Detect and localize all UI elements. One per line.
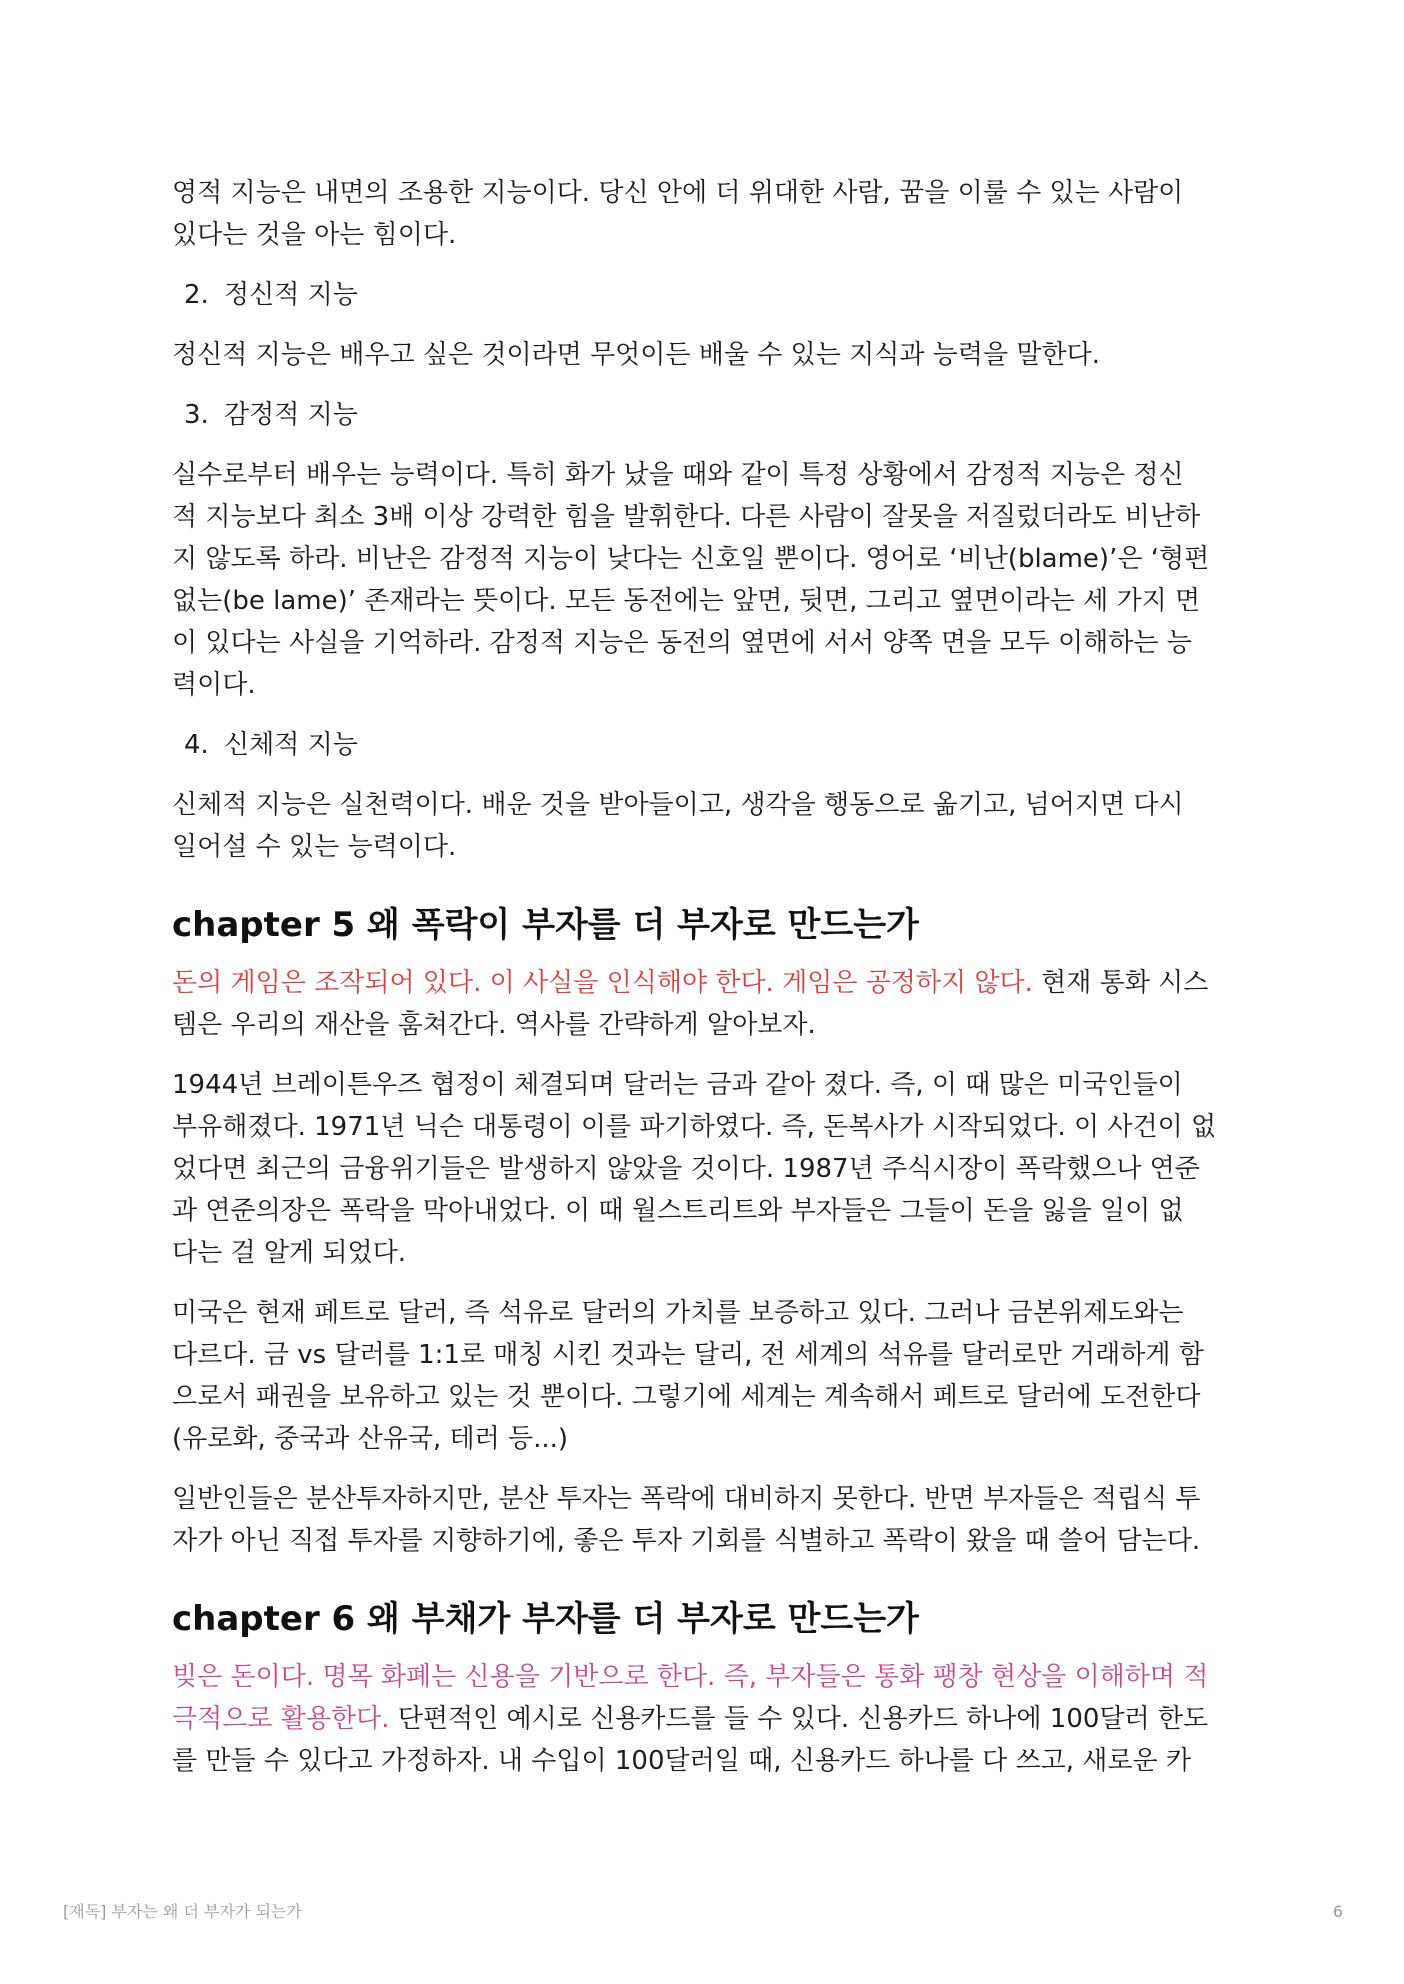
list-item-label: 정신적 지능: [224, 280, 358, 310]
text-line: [172, 1656, 1272, 1698]
text-line: 있다는 것을 아는 힘이다.: [172, 220, 457, 250]
text-span: 단편적인 예시로 신용카드를 들 수 있다. 신용카드 하나에 100달러 한도: [389, 1704, 1209, 1734]
highlighted-text-red: 돈의 게임은 조작되어 있다. 이 사실을 인식해야 한다. 게임은 공정하지 않다.: [172, 968, 1033, 998]
text-line: 실수로부터 배우는 능력이다. 특히 화가 났을 때와 같이 특정 상황에서 감정적 지능은 정신: [172, 460, 1184, 490]
text-line: 다르다. 금 vs 달러를 1:1로 매칭 시킨 것과는 달리, 전 세계의 석유를 달러로만 거래하게 함: [172, 1340, 1204, 1370]
paragraph-chapter-5-intro: [172, 962, 1272, 1046]
text-line: 적 지능보다 최소 3배 이상 강력한 힘을 발휘한다. 다른 사람이 잘못을 저질렀더라도 비난하: [172, 502, 1201, 532]
text-line: 정신적 지능은 배우고 싶은 것이라면 무엇이든 배울 수 있는 지식과 능력을 말한다.: [172, 340, 1101, 370]
text-line: 으로서 패권을 보유하고 있는 것 뿐이다. 그렇기에 세계는 계속해서 페트로 달러에 도전한다: [172, 1382, 1201, 1412]
footer-document-title: [재독] 부자는 왜 더 부자가 되는가: [63, 1902, 302, 1921]
paragraph-emotional-intelligence: [172, 454, 1272, 706]
list-item-label: 신체적 지능: [224, 730, 358, 760]
paragraph-petrodollar: [172, 1292, 1272, 1460]
text-line: 부유해졌다. 1971년 닉슨 대통령이 이를 파기하였다. 즉, 돈복사가 시작되었다. 이 사건이 없: [172, 1112, 1217, 1142]
text-line: 력이다.: [172, 670, 256, 700]
paragraph-history: [172, 1064, 1272, 1274]
text-line: 과 연준의장은 폭락을 막아내었다. 이 때 월스트리트와 부자들은 그들이 돈을 잃을 일이 없: [172, 1196, 1184, 1226]
text-line: 를 만들 수 있다고 가정하자. 내 수입이 100달러일 때, 신용카드 하나를 다 쓰고, 새로운 카: [172, 1746, 1191, 1776]
text-line: [172, 962, 1272, 1004]
text-line: 었다면 최근의 금융위기들은 발생하지 않았을 것이다. 1987년 주식시장이 폭락했으나 연준: [172, 1154, 1200, 1184]
list-item-label: 감정적 지능: [224, 400, 358, 430]
text-line: 다는 걸 알게 되었다.: [172, 1238, 406, 1268]
paragraph-spiritual-intelligence: [172, 172, 1272, 256]
text-line: 1944년 브레이튼우즈 협정이 체결되며 달러는 금과 같아 졌다. 즉, 이 때 많은 미국인들이: [172, 1070, 1183, 1100]
text-span: 현재 통화 시스: [1032, 968, 1209, 998]
text-line: 일반인들은 분산투자하지만, 분산 투자는 폭락에 대비하지 못한다. 반면 부자들은 적립식 투: [172, 1484, 1201, 1514]
highlighted-text-pink: 빚은 돈이다. 명목 화폐는 신용을 기반으로 한다. 즉, 부자들은 통화 팽창 현상을 이해하며 적: [172, 1662, 1209, 1692]
list-number: 4.: [184, 730, 209, 760]
text-line: 없는(be lame)’ 존재라는 뜻이다. 모든 동전에는 앞면, 뒷면, 그리고 옆면이라는 세 가지 면: [172, 586, 1201, 616]
paragraph-mental-intelligence: [172, 334, 1272, 376]
paragraph-investing: [172, 1478, 1272, 1562]
list-item-emotional-intelligence: [172, 394, 1272, 436]
chapter-5-heading: chapter 5 왜 폭락이 부자를 더 부자로 만드는가: [172, 905, 919, 945]
text-line: [172, 1698, 1272, 1740]
list-number: 3.: [184, 400, 209, 430]
chapter-6-heading: chapter 6 왜 부채가 부자를 더 부자로 만드는가: [172, 1599, 919, 1639]
text-line: 자가 아닌 직접 투자를 지향하기에, 좋은 투자 기회를 식별하고 폭락이 왔을 때 쓸어 담는다.: [172, 1526, 1201, 1556]
text-line: 템은 우리의 재산을 훔쳐간다. 역사를 간략하게 알아보자.: [172, 1010, 816, 1040]
document-body: [172, 172, 1272, 1800]
paragraph-physical-intelligence: [172, 784, 1272, 868]
paragraph-chapter-6-intro: [172, 1656, 1272, 1782]
highlighted-text-pink: 극적으로 활용한다.: [172, 1704, 390, 1734]
text-line: 미국은 현재 페트로 달러, 즉 석유로 달러의 가치를 보증하고 있다. 그러나 금본위제도와는: [172, 1298, 1184, 1328]
list-number: 2.: [184, 280, 209, 310]
list-item-mental-intelligence: [172, 274, 1272, 316]
text-line: 신체적 지능은 실천력이다. 배운 것을 받아들이고, 생각을 행동으로 옮기고, 넘어지면 다시: [172, 790, 1184, 820]
text-line: 지 않도록 하라. 비난은 감정적 지능이 낮다는 신호일 뿐이다. 영어로 ‘비난(blame)’은 ‘형편: [172, 544, 1210, 574]
text-line: 이 있다는 사실을 기억하라. 감정적 지능은 동전의 옆면에 서서 양쪽 면을 모두 이해하는 능: [172, 628, 1192, 658]
text-line: 일어설 수 있는 능력이다.: [172, 832, 457, 862]
text-line: 영적 지능은 내면의 조용한 지능이다. 당신 안에 더 위대한 사람, 꿈을 이룰 수 있는 사람이: [172, 178, 1184, 208]
footer-page-number: 6: [1332, 1902, 1343, 1921]
text-line: (유로화, 중국과 산유국, 테러 등...): [172, 1424, 569, 1454]
list-item-physical-intelligence: [172, 724, 1272, 766]
